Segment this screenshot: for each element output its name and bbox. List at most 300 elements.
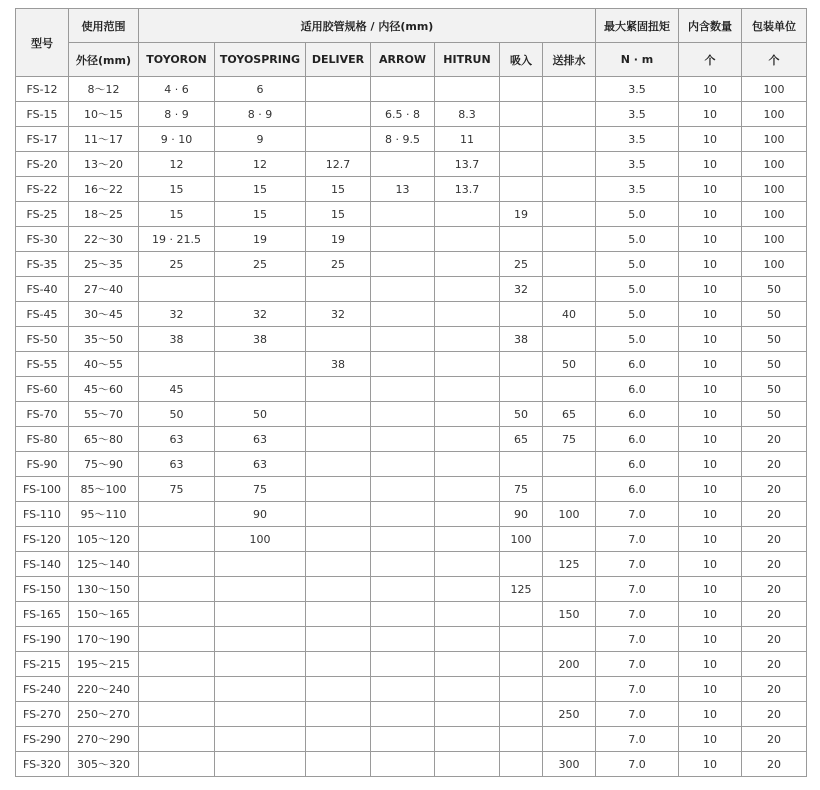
cell-pack: 20: [742, 627, 807, 652]
cell-deliver: [306, 452, 371, 477]
cell-pack: 100: [742, 252, 807, 277]
cell-pack: 20: [742, 577, 807, 602]
cell-suction: [500, 652, 543, 677]
cell-model: FS-290: [16, 727, 69, 752]
cell-model: FS-60: [16, 377, 69, 402]
cell-torque: 7.0: [596, 552, 679, 577]
cell-arrow: [371, 577, 435, 602]
cell-toyospring: 8 · 9: [215, 102, 306, 127]
cell-pack: 100: [742, 127, 807, 152]
cell-toyospring: 63: [215, 427, 306, 452]
cell-toyospring: [215, 377, 306, 402]
cell-arrow: [371, 427, 435, 452]
cell-toyospring: [215, 752, 306, 777]
cell-qty: 10: [679, 327, 742, 352]
cell-toyospring: 63: [215, 452, 306, 477]
table-row: [16, 277, 807, 302]
cell-range: 220～240: [69, 677, 139, 702]
cell-toyoron: 38: [139, 327, 215, 352]
table-row: [16, 627, 807, 652]
cell-toyospring: [215, 552, 306, 577]
cell-range: 22～30: [69, 227, 139, 252]
table-row: [16, 602, 807, 627]
cell-hitrun: [435, 277, 500, 302]
cell-toyoron: [139, 727, 215, 752]
cell-hitrun: 8.3: [435, 102, 500, 127]
cell-torque: 7.0: [596, 527, 679, 552]
cell-hitrun: [435, 652, 500, 677]
cell-model: FS-12: [16, 77, 69, 102]
cell-model: FS-35: [16, 252, 69, 277]
cell-toyospring: 75: [215, 477, 306, 502]
cell-toyoron: [139, 602, 215, 627]
cell-deliver: [306, 477, 371, 502]
cell-suction: 25: [500, 252, 543, 277]
cell-hitrun: [435, 727, 500, 752]
cell-toyospring: [215, 627, 306, 652]
cell-drainage: [543, 477, 596, 502]
cell-qty: 10: [679, 402, 742, 427]
cell-range: 170～190: [69, 627, 139, 652]
cell-model: FS-150: [16, 577, 69, 602]
cell-hitrun: [435, 402, 500, 427]
cell-torque: 3.5: [596, 77, 679, 102]
cell-torque: 3.5: [596, 177, 679, 202]
cell-suction: [500, 352, 543, 377]
cell-model: FS-20: [16, 152, 69, 177]
cell-arrow: [371, 702, 435, 727]
cell-range: 125～140: [69, 552, 139, 577]
cell-qty: 10: [679, 677, 742, 702]
cell-model: FS-25: [16, 202, 69, 227]
table-row: [16, 77, 807, 102]
cell-toyospring: 38: [215, 327, 306, 352]
header-torque: 最大紧固扭矩: [596, 9, 679, 43]
cell-suction: 125: [500, 577, 543, 602]
cell-torque: 6.0: [596, 427, 679, 452]
cell-torque: 7.0: [596, 677, 679, 702]
cell-arrow: [371, 552, 435, 577]
cell-toyospring: 50: [215, 402, 306, 427]
header-torque-unit: N · m: [596, 43, 679, 77]
cell-suction: [500, 302, 543, 327]
cell-model: FS-40: [16, 277, 69, 302]
cell-pack: 20: [742, 602, 807, 627]
cell-deliver: [306, 677, 371, 702]
table-row: [16, 502, 807, 527]
cell-toyospring: 25: [215, 252, 306, 277]
cell-range: 85～100: [69, 477, 139, 502]
cell-arrow: [371, 477, 435, 502]
cell-model: FS-140: [16, 552, 69, 577]
cell-deliver: 15: [306, 202, 371, 227]
cell-arrow: [371, 527, 435, 552]
cell-deliver: [306, 102, 371, 127]
cell-torque: 5.0: [596, 302, 679, 327]
cell-pack: 100: [742, 227, 807, 252]
cell-suction: [500, 227, 543, 252]
cell-toyoron: 19 · 21.5: [139, 227, 215, 252]
cell-toyospring: [215, 277, 306, 302]
cell-hitrun: [435, 377, 500, 402]
cell-toyoron: [139, 652, 215, 677]
cell-torque: 3.5: [596, 152, 679, 177]
cell-pack: 100: [742, 202, 807, 227]
cell-suction: [500, 552, 543, 577]
cell-toyoron: 15: [139, 202, 215, 227]
cell-deliver: 19: [306, 227, 371, 252]
cell-pack: 20: [742, 752, 807, 777]
cell-toyoron: [139, 677, 215, 702]
cell-drainage: [543, 627, 596, 652]
cell-pack: 20: [742, 477, 807, 502]
cell-qty: 10: [679, 552, 742, 577]
cell-arrow: 6.5 · 8: [371, 102, 435, 127]
header-brand-toyospring: TOYOSPRING: [215, 43, 306, 77]
cell-qty: 10: [679, 752, 742, 777]
cell-drainage: [543, 252, 596, 277]
cell-range: 105～120: [69, 527, 139, 552]
cell-model: FS-100: [16, 477, 69, 502]
cell-qty: 10: [679, 602, 742, 627]
cell-toyospring: 9: [215, 127, 306, 152]
cell-deliver: [306, 552, 371, 577]
cell-toyospring: [215, 677, 306, 702]
cell-arrow: [371, 352, 435, 377]
cell-drainage: [543, 77, 596, 102]
cell-toyoron: 25: [139, 252, 215, 277]
cell-suction: [500, 127, 543, 152]
cell-toyoron: [139, 577, 215, 602]
table-row: [16, 677, 807, 702]
table-row: [16, 177, 807, 202]
table-row: [16, 552, 807, 577]
cell-arrow: [371, 302, 435, 327]
cell-deliver: [306, 702, 371, 727]
cell-torque: 7.0: [596, 702, 679, 727]
cell-suction: [500, 602, 543, 627]
cell-torque: 6.0: [596, 402, 679, 427]
cell-hitrun: 13.7: [435, 152, 500, 177]
cell-drainage: [543, 327, 596, 352]
cell-toyoron: [139, 502, 215, 527]
cell-drainage: 50: [543, 352, 596, 377]
cell-suction: [500, 177, 543, 202]
cell-hitrun: 11: [435, 127, 500, 152]
cell-range: 75～90: [69, 452, 139, 477]
cell-arrow: 8 · 9.5: [371, 127, 435, 152]
table-row: [16, 402, 807, 427]
cell-torque: 7.0: [596, 627, 679, 652]
header-drainage: 送排水: [543, 43, 596, 77]
header-brand-hitrun: HITRUN: [435, 43, 500, 77]
cell-model: FS-190: [16, 627, 69, 652]
cell-deliver: [306, 627, 371, 652]
cell-torque: 7.0: [596, 602, 679, 627]
cell-range: 13～20: [69, 152, 139, 177]
cell-arrow: [371, 252, 435, 277]
header-pack-unit: 个: [742, 43, 807, 77]
cell-toyoron: [139, 527, 215, 552]
cell-range: 18～25: [69, 202, 139, 227]
cell-pack: 20: [742, 552, 807, 577]
cell-torque: 5.0: [596, 227, 679, 252]
table-row: [16, 227, 807, 252]
header-row-2: [16, 43, 807, 77]
cell-qty: 10: [679, 702, 742, 727]
cell-arrow: [371, 202, 435, 227]
cell-toyoron: [139, 352, 215, 377]
cell-torque: 7.0: [596, 727, 679, 752]
cell-toyospring: 90: [215, 502, 306, 527]
cell-toyospring: [215, 577, 306, 602]
cell-arrow: [371, 152, 435, 177]
cell-model: FS-30: [16, 227, 69, 252]
cell-toyospring: [215, 352, 306, 377]
cell-torque: 7.0: [596, 752, 679, 777]
cell-suction: [500, 377, 543, 402]
cell-qty: 10: [679, 77, 742, 102]
cell-arrow: [371, 452, 435, 477]
cell-pack: 20: [742, 527, 807, 552]
cell-pack: 100: [742, 152, 807, 177]
table-row: [16, 152, 807, 177]
cell-deliver: [306, 727, 371, 752]
cell-deliver: [306, 327, 371, 352]
cell-torque: 6.0: [596, 477, 679, 502]
cell-torque: 5.0: [596, 327, 679, 352]
cell-toyospring: 32: [215, 302, 306, 327]
cell-suction: [500, 152, 543, 177]
cell-drainage: 200: [543, 652, 596, 677]
cell-range: 10～15: [69, 102, 139, 127]
cell-range: 30～45: [69, 302, 139, 327]
cell-deliver: [306, 577, 371, 602]
cell-pack: 20: [742, 677, 807, 702]
cell-drainage: 300: [543, 752, 596, 777]
cell-suction: 75: [500, 477, 543, 502]
cell-model: FS-215: [16, 652, 69, 677]
table-row: [16, 202, 807, 227]
cell-pack: 20: [742, 652, 807, 677]
cell-model: FS-22: [16, 177, 69, 202]
cell-drainage: 65: [543, 402, 596, 427]
cell-qty: 10: [679, 102, 742, 127]
cell-suction: [500, 752, 543, 777]
cell-toyospring: 15: [215, 177, 306, 202]
cell-deliver: [306, 502, 371, 527]
cell-pack: 100: [742, 102, 807, 127]
cell-toyospring: 6: [215, 77, 306, 102]
table-row: [16, 427, 807, 452]
cell-range: 11～17: [69, 127, 139, 152]
cell-toyoron: 50: [139, 402, 215, 427]
cell-suction: 32: [500, 277, 543, 302]
cell-range: 40～55: [69, 352, 139, 377]
cell-toyospring: [215, 702, 306, 727]
cell-toyoron: 32: [139, 302, 215, 327]
cell-drainage: [543, 152, 596, 177]
header-brand-deliver: DELIVER: [306, 43, 371, 77]
cell-suction: 50: [500, 402, 543, 427]
cell-deliver: 25: [306, 252, 371, 277]
cell-arrow: [371, 327, 435, 352]
table-row: [16, 577, 807, 602]
cell-suction: [500, 627, 543, 652]
cell-hitrun: [435, 527, 500, 552]
cell-model: FS-120: [16, 527, 69, 552]
cell-pack: 20: [742, 502, 807, 527]
cell-drainage: [543, 227, 596, 252]
cell-arrow: [371, 227, 435, 252]
table-row: [16, 102, 807, 127]
cell-torque: 3.5: [596, 127, 679, 152]
cell-drainage: [543, 452, 596, 477]
spec-table: [15, 8, 807, 777]
cell-arrow: 13: [371, 177, 435, 202]
cell-suction: [500, 452, 543, 477]
cell-model: FS-90: [16, 452, 69, 477]
cell-hitrun: [435, 702, 500, 727]
header-qty: 内含数量: [679, 9, 742, 43]
cell-hitrun: [435, 202, 500, 227]
cell-toyoron: [139, 627, 215, 652]
cell-qty: 10: [679, 527, 742, 552]
cell-hitrun: [435, 677, 500, 702]
cell-suction: 38: [500, 327, 543, 352]
cell-arrow: [371, 502, 435, 527]
cell-suction: [500, 77, 543, 102]
cell-toyospring: 100: [215, 527, 306, 552]
cell-qty: 10: [679, 627, 742, 652]
cell-suction: 19: [500, 202, 543, 227]
header-row-1: [16, 9, 807, 43]
cell-hitrun: [435, 427, 500, 452]
cell-drainage: [543, 577, 596, 602]
cell-deliver: 32: [306, 302, 371, 327]
cell-pack: 50: [742, 352, 807, 377]
cell-qty: 10: [679, 452, 742, 477]
table-body: [16, 77, 807, 777]
cell-model: FS-240: [16, 677, 69, 702]
cell-deliver: [306, 602, 371, 627]
header-spec: 适用胶管规格 / 内径(mm): [139, 9, 596, 43]
cell-torque: 5.0: [596, 202, 679, 227]
table-row: [16, 127, 807, 152]
cell-model: FS-110: [16, 502, 69, 527]
cell-pack: 20: [742, 427, 807, 452]
cell-toyospring: [215, 602, 306, 627]
cell-torque: 3.5: [596, 102, 679, 127]
cell-range: 25～35: [69, 252, 139, 277]
cell-arrow: [371, 77, 435, 102]
header-range: 使用范围: [69, 9, 139, 43]
cell-toyoron: 63: [139, 427, 215, 452]
cell-toyospring: 12: [215, 152, 306, 177]
table-row: [16, 452, 807, 477]
cell-pack: 50: [742, 377, 807, 402]
cell-drainage: [543, 727, 596, 752]
header-model: 型号: [16, 9, 69, 77]
table-row: [16, 252, 807, 277]
cell-qty: 10: [679, 352, 742, 377]
cell-deliver: [306, 652, 371, 677]
cell-drainage: 125: [543, 552, 596, 577]
header-outer: 外径(mm): [69, 43, 139, 77]
table-row: [16, 327, 807, 352]
cell-qty: 10: [679, 252, 742, 277]
cell-qty: 10: [679, 302, 742, 327]
cell-torque: 6.0: [596, 377, 679, 402]
cell-qty: 10: [679, 427, 742, 452]
cell-pack: 100: [742, 77, 807, 102]
cell-toyospring: [215, 652, 306, 677]
cell-drainage: [543, 527, 596, 552]
cell-arrow: [371, 752, 435, 777]
cell-drainage: [543, 102, 596, 127]
cell-qty: 10: [679, 202, 742, 227]
cell-hitrun: [435, 352, 500, 377]
cell-drainage: [543, 377, 596, 402]
cell-model: FS-270: [16, 702, 69, 727]
cell-hitrun: [435, 577, 500, 602]
cell-toyoron: 15: [139, 177, 215, 202]
cell-deliver: [306, 402, 371, 427]
cell-drainage: 75: [543, 427, 596, 452]
cell-pack: 50: [742, 402, 807, 427]
table-row: [16, 702, 807, 727]
cell-deliver: [306, 377, 371, 402]
cell-arrow: [371, 402, 435, 427]
cell-drainage: [543, 277, 596, 302]
cell-qty: 10: [679, 577, 742, 602]
cell-suction: [500, 702, 543, 727]
cell-range: 195～215: [69, 652, 139, 677]
cell-hitrun: [435, 502, 500, 527]
cell-suction: [500, 102, 543, 127]
cell-toyospring: [215, 727, 306, 752]
cell-torque: 5.0: [596, 252, 679, 277]
cell-drainage: 250: [543, 702, 596, 727]
cell-suction: 65: [500, 427, 543, 452]
cell-drainage: 40: [543, 302, 596, 327]
cell-arrow: [371, 652, 435, 677]
cell-deliver: 12.7: [306, 152, 371, 177]
cell-arrow: [371, 377, 435, 402]
cell-torque: 6.0: [596, 452, 679, 477]
table-header: [16, 9, 807, 77]
cell-hitrun: [435, 227, 500, 252]
cell-range: 45～60: [69, 377, 139, 402]
cell-model: FS-70: [16, 402, 69, 427]
cell-suction: 100: [500, 527, 543, 552]
header-qty-unit: 个: [679, 43, 742, 77]
cell-toyospring: 15: [215, 202, 306, 227]
cell-model: FS-17: [16, 127, 69, 152]
cell-drainage: [543, 177, 596, 202]
cell-hitrun: [435, 477, 500, 502]
cell-range: 16～22: [69, 177, 139, 202]
cell-toyoron: [139, 752, 215, 777]
cell-model: FS-45: [16, 302, 69, 327]
cell-arrow: [371, 727, 435, 752]
cell-drainage: [543, 202, 596, 227]
cell-qty: 10: [679, 227, 742, 252]
cell-deliver: 15: [306, 177, 371, 202]
cell-model: FS-320: [16, 752, 69, 777]
cell-range: 27～40: [69, 277, 139, 302]
header-brand-arrow: ARROW: [371, 43, 435, 77]
